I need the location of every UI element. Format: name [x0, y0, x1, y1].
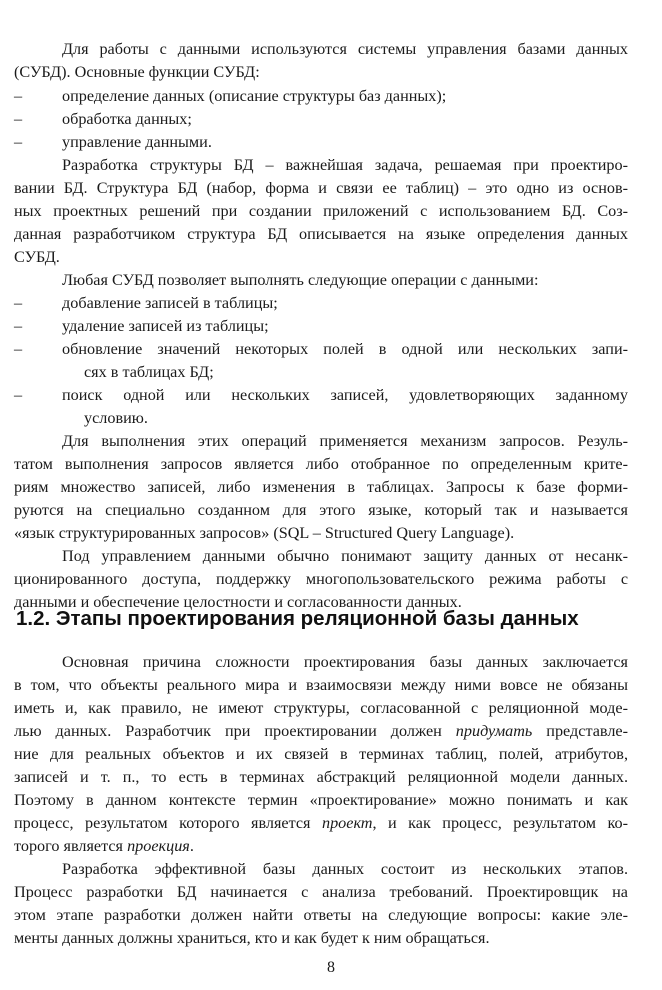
paragraph-line: этом этапе разработки должен найти ответы на следующие вопросы: какие эле-	[14, 906, 628, 924]
list-item: – удаление записей из таблицы;	[62, 315, 628, 338]
bullet-dash: –	[14, 294, 23, 312]
list-item: – определение данных (описание структуры баз данных);	[62, 85, 628, 108]
paragraph-line: Основная причина сложности проектирования базы данных заключается	[62, 653, 628, 671]
paragraph-line: записей и т. п., то есть в терминах абстракций реляционной модели данных.	[14, 768, 628, 786]
paragraph-line: Для работы с данными используются системы управления базами данных	[62, 40, 628, 58]
paragraph-line: ционированного доступа, поддержку многопользовательского режима работы с	[14, 570, 628, 588]
bullet-dash: –	[14, 317, 23, 335]
paragraph-line: (СУБД). Основные функции СУБД:	[14, 63, 260, 81]
paragraph-line: ние для реальных объектов и их связей в терминах таблиц, полей, атрибутов,	[14, 745, 628, 763]
bullet-dash: –	[14, 133, 23, 151]
emphasis-text: проект	[321, 814, 373, 832]
paragraph-line: руются на специально созданном для этого языке, который так и называется	[14, 501, 628, 519]
paragraph-line: Поэтому в данном контексте термин «проектирование» можно понимать и как	[14, 791, 628, 809]
paragraph-line: менты данных должны храниться, кто и как будет к ним обращаться.	[14, 929, 490, 947]
paragraph-line: ных проектных решений при создании приложений с использованием БД. Соз-	[14, 202, 628, 220]
paragraph-line: в том, что объекты реального мира и взаимосвязи между ними вовсе не обязаны	[14, 676, 628, 694]
paragraph-line: вании БД. Структура БД (набор, форма и связи ее таблиц) – это одно из основ-	[14, 179, 628, 197]
bullet-dash: –	[14, 110, 23, 128]
paragraph-line: данная разработчиком структура БД описывается на языке определения данных	[14, 225, 628, 243]
list-item-continuation: сях в таблицах БД;	[84, 363, 214, 381]
emphasis-text: проекция	[127, 837, 190, 855]
paragraph-line: торого является проекция.	[14, 837, 194, 855]
paragraph-line: риям множество записей, либо изменения в таблицах. Запросы к базе форми-	[14, 478, 628, 496]
paragraph-line: иметь и, как правило, не имеют структуры, согласованной с реляционной моде-	[14, 699, 628, 717]
paragraph-line: Разработка эффективной базы данных состоит из нескольких этапов.	[62, 860, 628, 878]
paragraph-line: татом выполнения запросов является либо отобранное по определенным крите-	[14, 455, 628, 473]
bullet-dash: –	[14, 87, 23, 105]
paragraph-line: Для выполнения этих операций применяется механизм запросов. Резуль-	[62, 432, 628, 450]
list-item: – обновление значений некоторых полей в одной или нескольких запи-	[62, 338, 628, 361]
section-heading: 1.2. Этапы проектирования реляционной базы данных	[16, 607, 579, 630]
list-item: – добавление записей в таблицы;	[62, 292, 628, 315]
bullet-dash: –	[14, 340, 23, 358]
bullet-dash: –	[14, 386, 23, 404]
list-item: – управление данными.	[62, 131, 628, 154]
paragraph-line: Процесс разработки БД начинается с анализа требований. Проектировщик на	[14, 883, 628, 901]
list-item: – обработка данных;	[62, 108, 628, 131]
paragraph-line: Любая СУБД позволяет выполнять следующие операции с данными:	[62, 271, 539, 289]
paragraph-line: «язык структурированных запросов» (SQL – Structured Query Language).	[14, 524, 515, 542]
list-item-continuation: условию.	[84, 409, 148, 427]
paragraph-line: Разработка структуры БД – важнейшая задача, решаемая при проектиро-	[62, 156, 628, 174]
list-item: – поиск одной или нескольких записей, удовлетворяющих заданному	[62, 384, 628, 407]
paragraph-line: процесс, результатом которого является проект, и как процесс, результатом ко-	[14, 814, 628, 832]
paragraph-line: Под управлением данными обычно понимают защиту данных от несанк-	[62, 547, 628, 565]
paragraph-line: СУБД.	[14, 248, 60, 266]
page-number: 8	[327, 959, 335, 976]
paragraph-line: данными и обеспечение целостности и согласованности данных.	[14, 593, 462, 611]
emphasis-text: придумать	[455, 722, 533, 740]
paragraph-line: лью данных. Разработчик при проектировании должен придумать представле-	[14, 722, 628, 740]
